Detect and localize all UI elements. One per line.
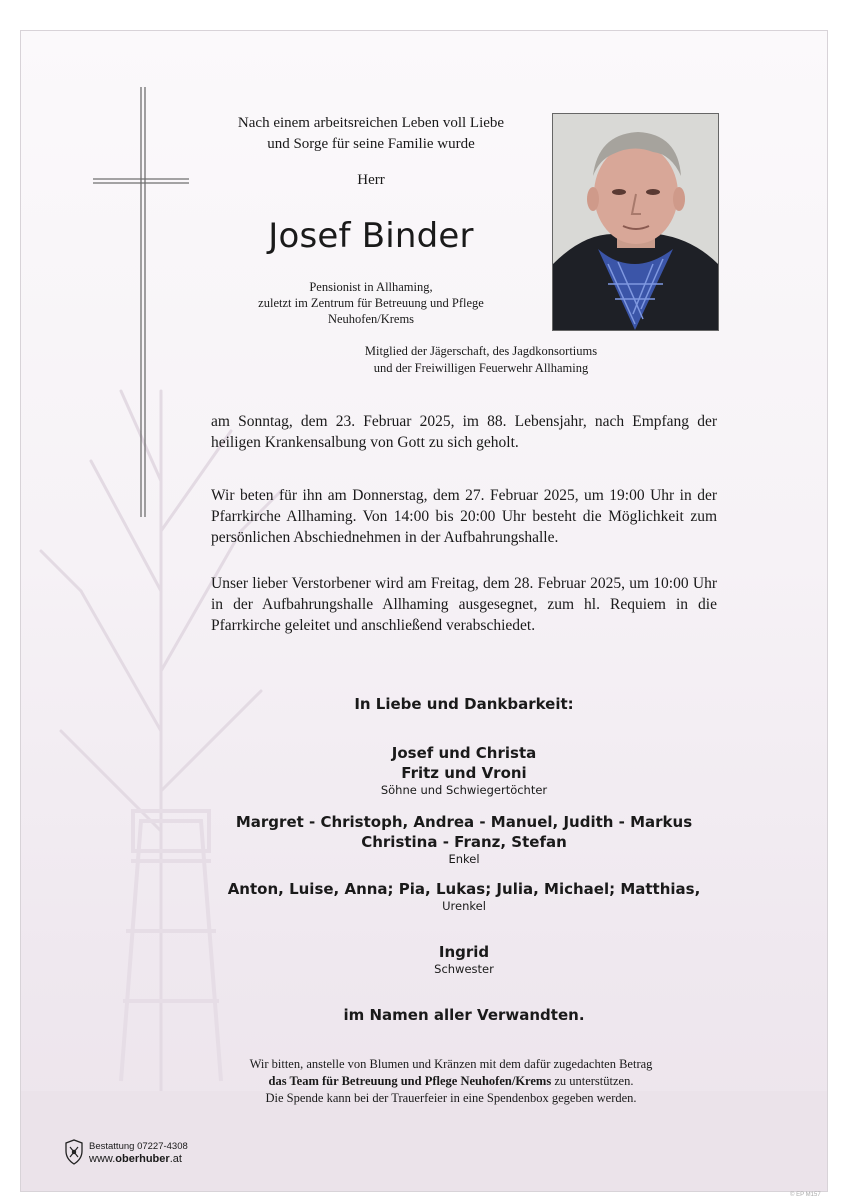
grandchildren-line-1: Margret - Christoph, Andrea - Manuel, Judith - Markus: [235, 813, 693, 831]
occupation-line-1: Pensionist in Allhaming,: [309, 280, 433, 294]
donation-line-1: Wir bitten, anstelle von Blumen und Kränzen mit dem dafür zugedachten Betrag: [249, 1057, 653, 1071]
family-children: [211, 743, 717, 798]
donation-line-3: Die Spende kann bei der Trauerfeier in eine Spendenbox gegeben werden.: [265, 1091, 637, 1105]
family-sister: [211, 942, 717, 977]
donation-recipient: das Team für Betreuung und Pflege Neuhofen/Krems: [268, 1074, 552, 1088]
prayer-service-paragraph: Wir beten für ihn am Donnerstag, dem 27. Februar 2025, um 19:00 Uhr in der Pfarrkirche Allhaming. Von 14:00 bis 20:00 Uhr besteht die Möglichkeit zum persönlichen Abschiednehmen in der Aufbahrungshalle.: [211, 487, 717, 546]
death-notice-paragraph: am Sonntag, dem 23. Februar 2025, im 88. Lebensjahr, nach Empfang der heiligen Krankensalbung von Gott zu sich geholt.: [211, 413, 717, 451]
membership-line-2: und der Freiwilligen Feuerwehr Allhaming: [373, 361, 589, 375]
salutation: Herr: [357, 172, 385, 188]
sister-relation: Schwester: [434, 962, 494, 976]
undertaker-phone: 07227-4308: [137, 1141, 188, 1152]
website-suffix: .at: [169, 1153, 182, 1165]
children-line-1: Josef und Christa: [391, 744, 537, 762]
deceased-name: Josef Binder: [268, 216, 474, 256]
great-grandchildren-line-1: Anton, Luise, Anna; Pia, Lukas; Julia, Michael; Matthias,: [227, 880, 701, 898]
grandchildren-relation: Enkel: [448, 852, 480, 866]
occupation-text: [211, 279, 531, 327]
donation-request: [171, 1056, 731, 1107]
website-prefix: www.: [89, 1153, 116, 1165]
membership-line-1: Mitglied der Jägerschaft, des Jagdkonsortiums: [364, 344, 598, 358]
undertaker-website[interactable]: [89, 1153, 182, 1165]
family-great-grandchildren: [211, 879, 717, 914]
sister-name: Ingrid: [438, 943, 490, 961]
copyright-mark: © EP M157: [790, 1192, 821, 1198]
occupation-line-3: Neuhofen/Krems: [327, 312, 415, 326]
undertaker-logo-icon: [63, 1139, 85, 1165]
undertaker-logo: [63, 1139, 223, 1169]
intro-text: [211, 113, 531, 155]
grandchildren-line-2: Christina - Franz, Stefan: [361, 833, 567, 851]
donation-line-2-rest: zu unterstützen.: [551, 1074, 634, 1088]
website-brand: oberhuber: [115, 1153, 170, 1165]
portrait-illustration: [553, 114, 718, 330]
closing-line: im Namen aller Verwandten.: [343, 1006, 585, 1024]
cross-icon: [93, 87, 193, 517]
occupation-line-2: zuletzt im Zentrum für Betreuung und Pflege: [258, 296, 484, 310]
obituary-card: [20, 30, 828, 1192]
donation-line-2: [171, 1073, 731, 1090]
undertaker-label: Bestattung: [89, 1141, 135, 1152]
undertaker-phone-line: [89, 1141, 188, 1152]
thanks-heading: In Liebe und Dankbarkeit:: [354, 695, 574, 713]
family-grandchildren: [211, 812, 717, 867]
intro-line-2: und Sorge für seine Familie wurde: [267, 136, 475, 152]
great-grandchildren-relation: Urenkel: [442, 899, 486, 913]
children-relation: Söhne und Schwiegertöchter: [380, 783, 548, 797]
children-line-2: Fritz und Vroni: [401, 764, 527, 782]
intro-line-1: Nach einem arbeitsreichen Leben voll Liebe: [237, 115, 505, 131]
funeral-paragraph: Unser lieber Verstorbener wird am Freitag, dem 28. Februar 2025, um 10:00 Uhr in der Aufbahrungshalle Allhaming ausgesegnet, zum hl. Requiem in die Pfarrkirche geleitet und anschließend verabschiedet.: [211, 575, 717, 634]
membership-text: [301, 343, 661, 377]
portrait-photo: [552, 113, 719, 331]
